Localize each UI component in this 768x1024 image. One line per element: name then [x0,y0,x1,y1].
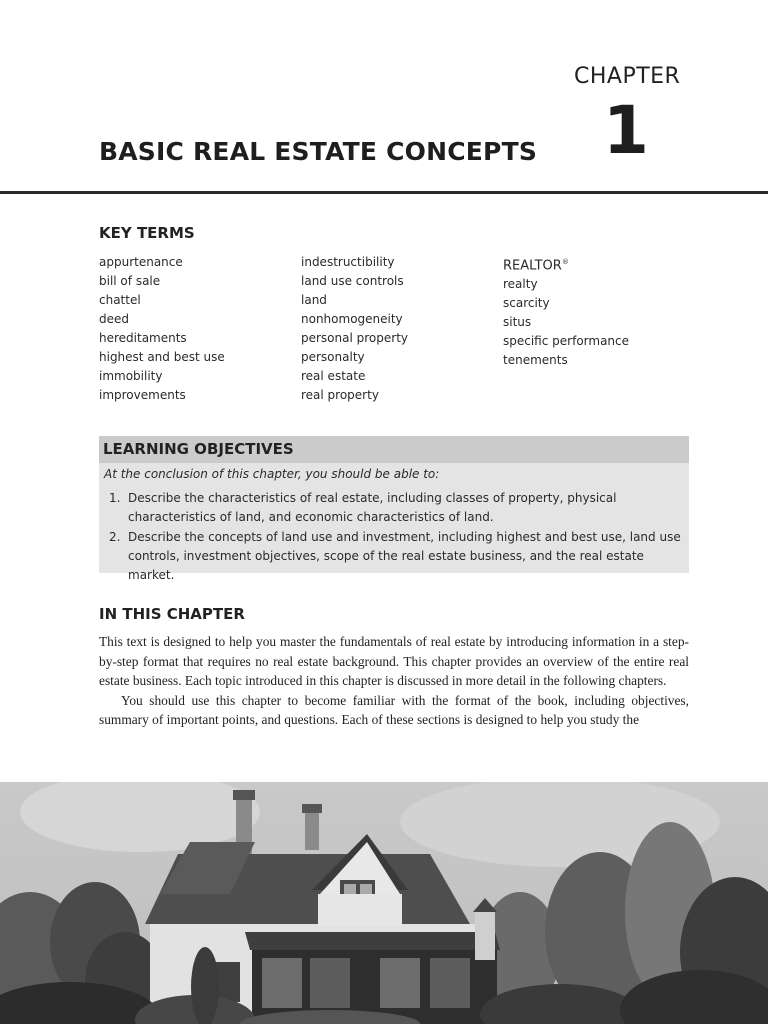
key-term: bill of sale [99,274,161,288]
key-term: appurtenance [99,255,183,269]
key-term: improvements [99,388,186,402]
registered-mark: ® [561,258,569,266]
title-rule [0,191,768,194]
objective-number: 1. [109,491,121,505]
chapter-label: CHAPTER [574,64,681,89]
key-term: indestructibility [301,255,395,269]
learning-objectives-list [109,489,689,586]
paragraph: This text is designed to help you master the fundamentals of real estate by introducing information in a step-by-step format that requires no real estate background. This chapter provides an overview of the entire real estate business. Each topic introduced in this chapter is discussed in more detail in the following chapters. [99,634,689,688]
house-photo [0,782,768,1024]
key-term: real property [301,388,379,402]
key-term: realty [503,277,538,292]
page-title: BASIC REAL ESTATE CONCEPTS [99,137,538,166]
key-term: land use controls [301,274,404,288]
key-term: highest and best use [99,350,225,364]
chapter-number: 1 [603,92,649,169]
objective-text: Describe the concepts of land use and investment, including highest and best use, land use controls, investment objectives, scope of the real estate business, and the real estate market. [128,530,681,582]
objective-number: 2. [109,530,121,544]
key-terms-heading: KEY TERMS [99,224,195,242]
key-term: hereditaments [99,331,187,345]
learning-objectives-box [99,436,689,582]
key-terms-column-1 [99,253,225,405]
key-term: land [301,293,327,307]
key-terms-column-2 [301,253,408,405]
objective-item [109,528,689,585]
paragraph: You should use this chapter to become familiar with the format of the book, including objectives, summary of important points, and questions. Each of these sections is designed to help you study the [99,692,689,727]
key-term: nonhomogeneity [301,312,403,326]
key-term: deed [99,312,129,326]
key-terms-column-3 [503,253,629,370]
key-term: chattel [99,293,141,307]
key-term: immobility [99,369,163,383]
learning-objectives-intro: At the conclusion of this chapter, you should be able to: [104,467,440,481]
key-term: real estate [301,369,366,383]
key-term: specific performance [503,334,630,349]
learning-objectives-header [99,436,689,463]
key-term: personal property [301,331,409,345]
key-term: personalty [301,350,365,364]
objective-text: Describe the characteristics of real estate, including classes of property, physical characteristics of land, and economic characteristics of land. [128,491,617,524]
key-term: tenements [503,353,568,368]
key-term-realtor [503,253,629,275]
key-term: situs [503,315,532,330]
learning-objectives-heading: LEARNING OBJECTIVES [103,440,294,458]
objective-item [109,489,689,527]
key-term: scarcity [503,296,550,311]
body-text [99,632,689,730]
in-this-chapter-heading: IN THIS CHAPTER [99,605,245,623]
realtor-word: REALTOR [503,258,562,274]
